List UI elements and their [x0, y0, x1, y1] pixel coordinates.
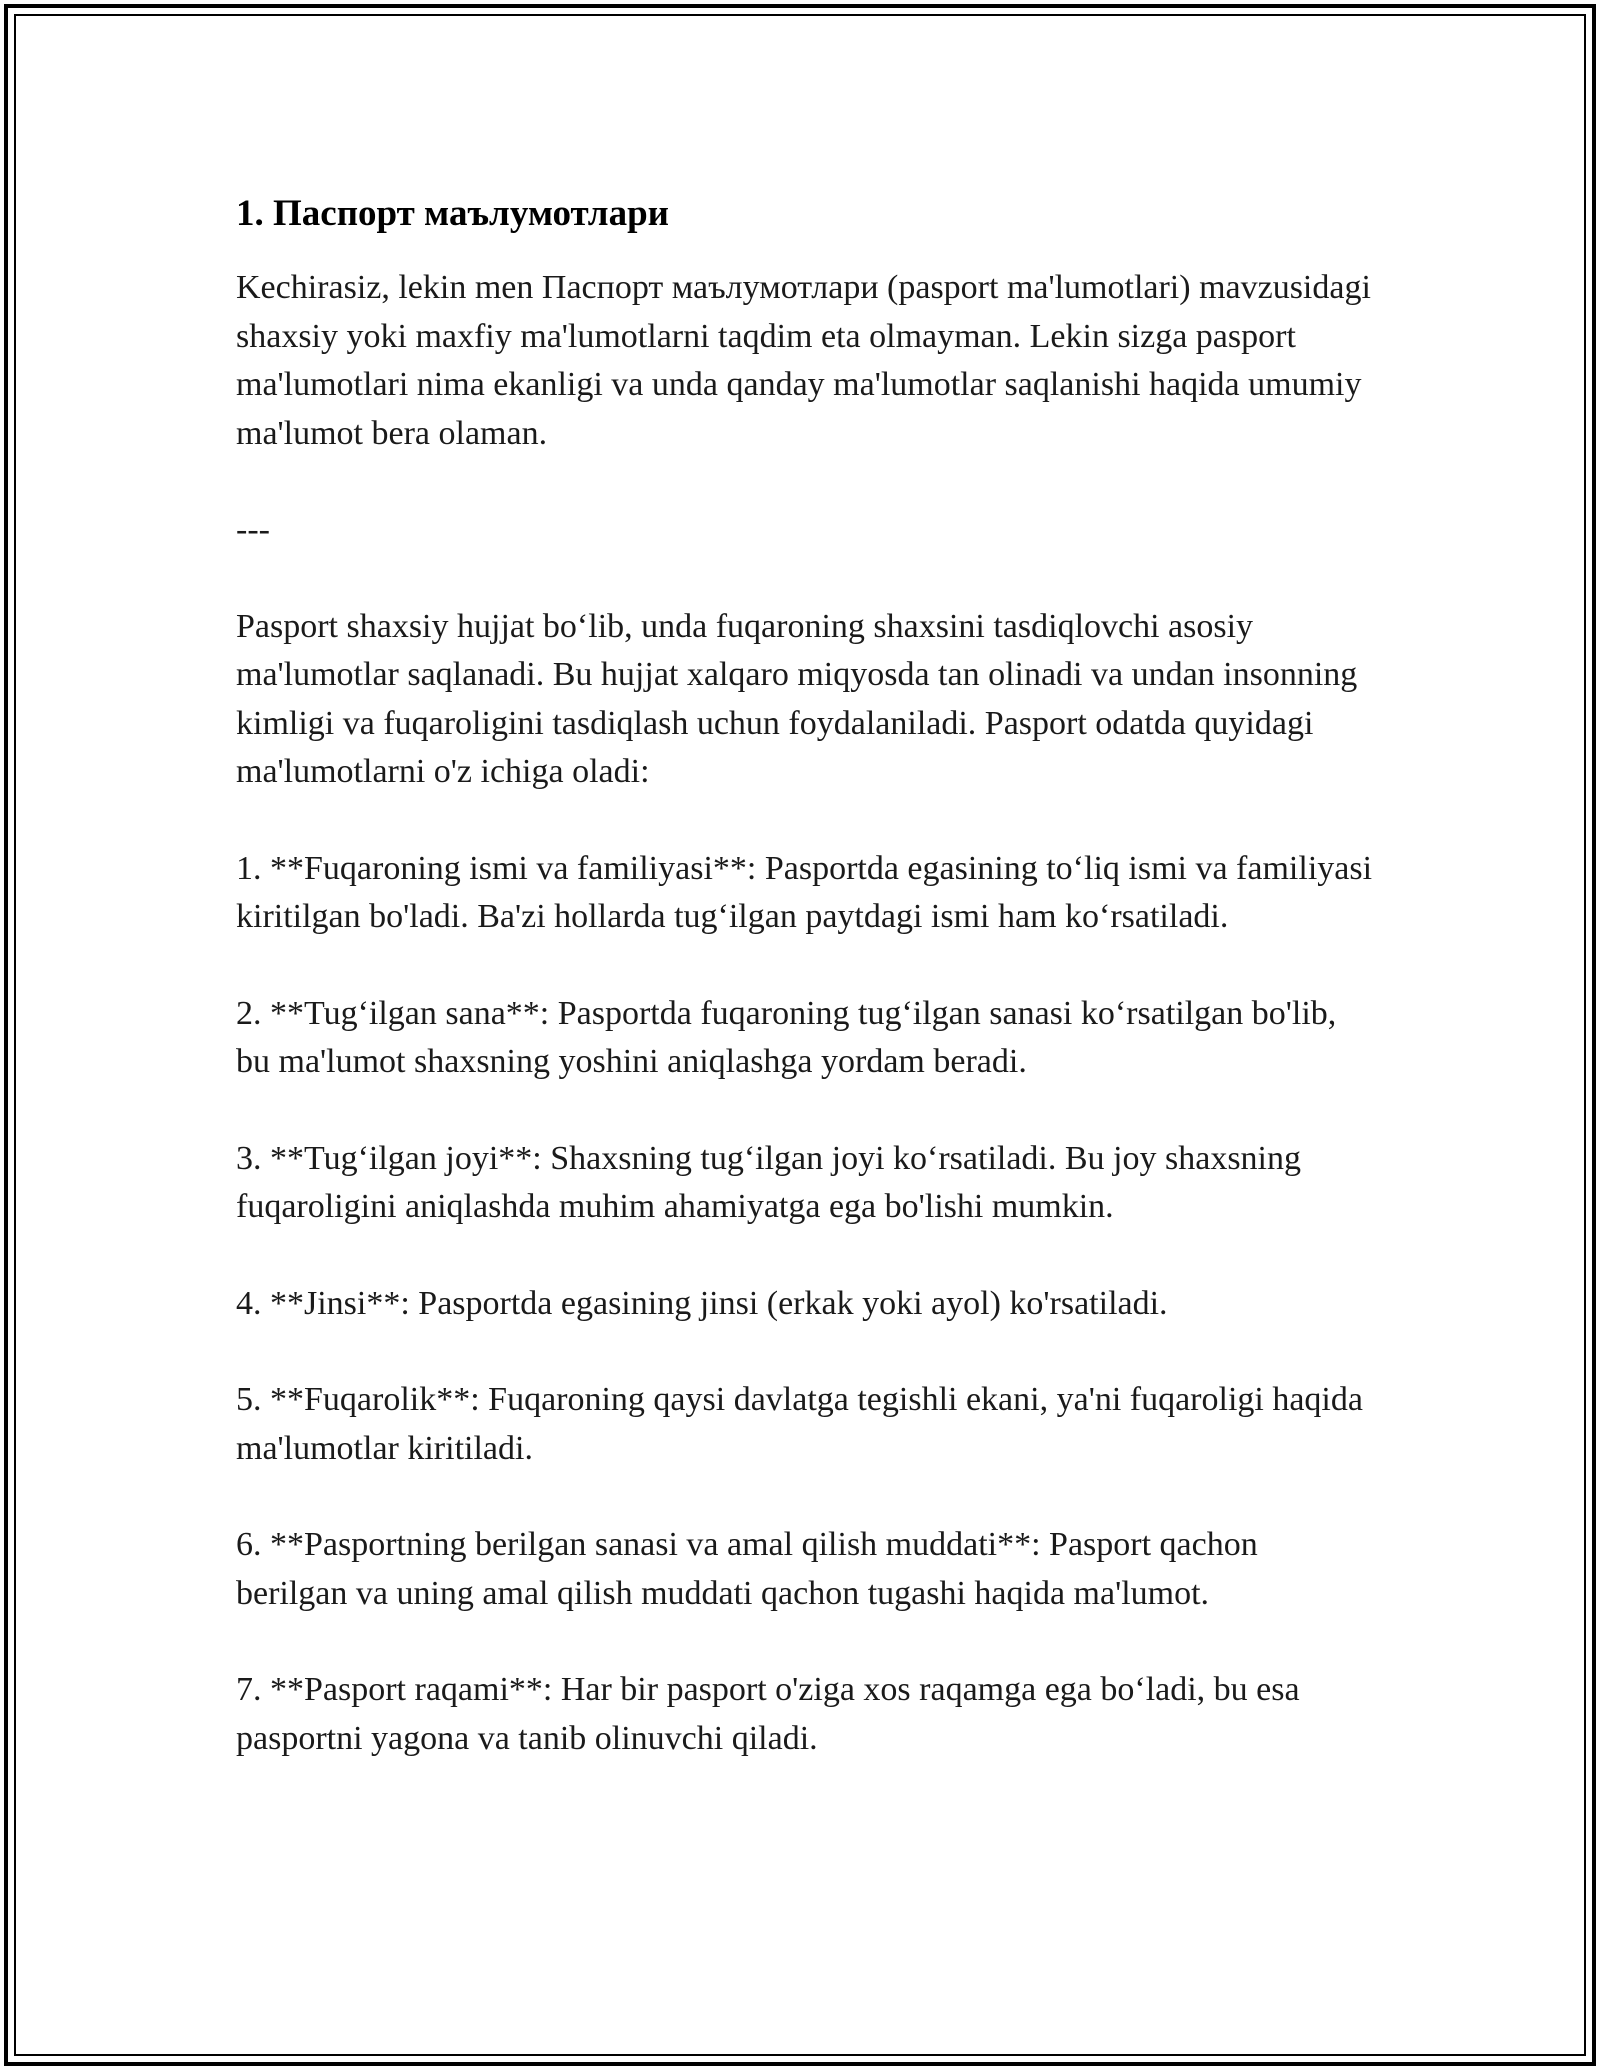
section-heading: 1. Паспорт маълумотлари [236, 193, 669, 234]
list-item-issue-expiry: 6. **Pasportning berilgan sanasi va amal qilish muddati**: Pasport qachon berilgan va uning amal qilish muddati qachon tugashi haqida ma'lumot. [236, 1526, 1258, 1612]
intro-paragraph: Kechirasiz, lekin men Паспорт маълумотлари (pasport ma'lumotlari) mavzusidagi shaxsiy yoki maxfiy ma'lumotlarni taqdim eta olmayman. Lekin sizga pasport ma'lumotlari nima ekanligi va unda qanday ma'lumotlar saqlanishi haqida umumiy ma'lumot bera olaman. [236, 269, 1371, 452]
list-item-citizenship: 5. **Fuqarolik**: Fuqaroning qaysi davlatga tegishli ekani, ya'ni fuqaroligi haqida ma'lumotlar kiritiladi. [236, 1381, 1363, 1467]
list-item-gender: 4. **Jinsi**: Pasportda egasining jinsi (erkak yoki ayol) ko'rsatiladi. [236, 1284, 1168, 1322]
divider-text: --- [236, 511, 270, 548]
document-body [236, 188, 1376, 1811]
list-item-birth-place: 3. **Tugʻilgan joyi**: Shaxsning tugʻilgan joyi koʻrsatiladi. Bu joy shaxsning fuqaroligini aniqlashda muhim ahamiyatga ega bo'lishi mumkin. [236, 1139, 1302, 1225]
list-item-full-name: 1. **Fuqaroning ismi va familiyasi**: Pasportda egasining toʻliq ismi va familiyasi kiritilgan bo'ladi. Ba'zi hollarda tugʻilgan paytdagi ismi ham koʻrsatiladi. [236, 849, 1373, 935]
list-item-passport-number: 7. **Pasport raqami**: Har bir pasport o'ziga xos raqamga ega boʻladi, bu esa pasportni yagona va tanib olinuvchi qiladi. [236, 1671, 1300, 1757]
overview-paragraph: Pasport shaxsiy hujjat boʻlib, unda fuqaroning shaxsini tasdiqlovchi asosiy ma'lumotlar saqlanadi. Bu hujjat xalqaro miqyosda tan olinadi va undan insonning kimligi va fuqaroligini tasdiqlash uchun foydalaniladi. Pasport odatda quyidagi ma'lumotlarni o'z ichiga oladi: [236, 607, 1358, 790]
list-item-birth-date: 2. **Tugʻilgan sana**: Pasportda fuqaroning tugʻilgan sanasi koʻrsatilgan bo'lib, bu ma'lumot shaxsning yoshini aniqlashga yordam beradi. [236, 994, 1337, 1080]
